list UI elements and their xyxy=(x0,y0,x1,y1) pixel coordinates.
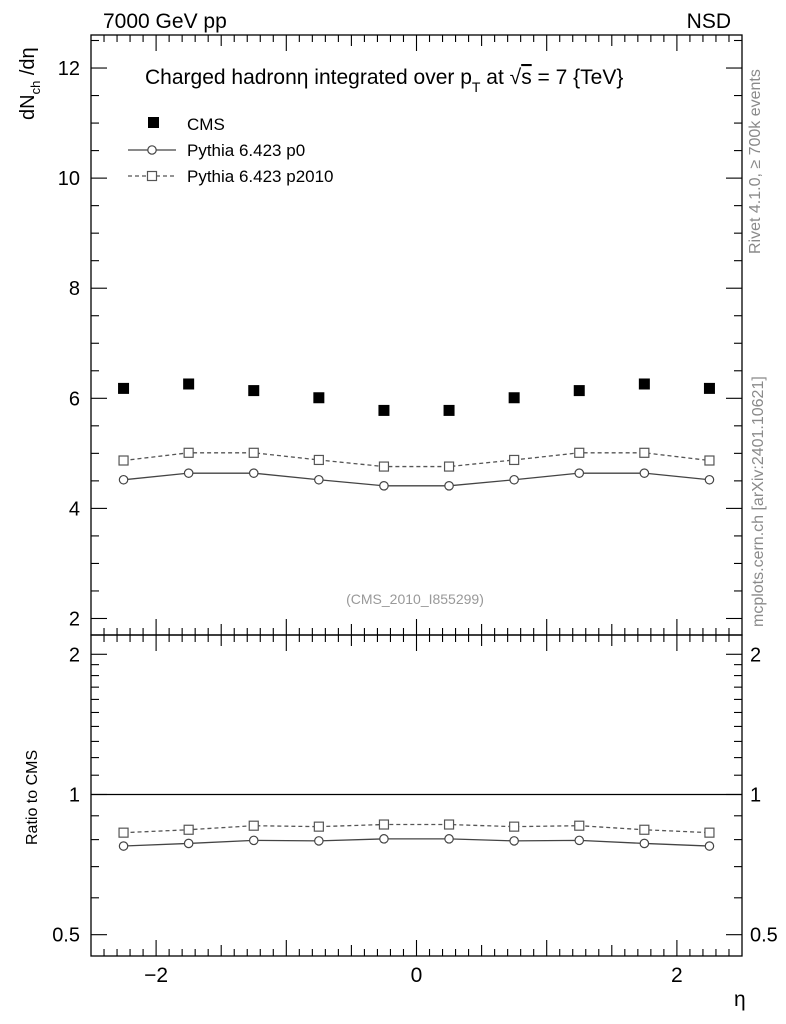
ratio-series-p2010-point xyxy=(445,820,454,829)
ratio-y-tick-label: 2 xyxy=(68,644,80,667)
top-series-cms-point xyxy=(248,385,259,396)
title-sub: T xyxy=(471,79,481,95)
top-y-tick-label: 12 xyxy=(57,58,80,81)
top-series-p0-point xyxy=(315,476,323,484)
ratio-series-p0-point xyxy=(184,839,192,847)
top-series-p0-point xyxy=(510,476,518,484)
ratio-plot-frame xyxy=(91,635,742,956)
legend-label-cms: CMS xyxy=(187,115,225,134)
top-series-p2010-point xyxy=(184,448,193,457)
ylabel-tail: /dη xyxy=(17,47,39,81)
x-tick-label: 0 xyxy=(410,964,423,987)
ratio-series-p0-point xyxy=(315,837,323,845)
title-sqrt-arg: s xyxy=(521,66,532,89)
top-series-p2010-point xyxy=(445,462,454,471)
ratio-series-p2010-point xyxy=(379,820,388,829)
top-series-p0-point xyxy=(184,469,192,477)
ylabel-sub: ch xyxy=(28,80,43,95)
top-series-p0-point xyxy=(119,476,127,484)
title-mid: at xyxy=(480,66,510,89)
ratio-series-p0-point xyxy=(380,835,388,843)
top-series-p2010-point xyxy=(249,448,258,457)
top-series-p0-point xyxy=(705,476,713,484)
top-series-p0-point xyxy=(640,469,648,477)
top-series-p0-line xyxy=(124,473,710,486)
legend-marker-cms xyxy=(148,117,159,128)
ratio-series-p0-point xyxy=(575,836,583,844)
top-series-p2010-line xyxy=(124,453,710,467)
top-series-cms-point xyxy=(378,405,389,416)
top-series-cms-point xyxy=(313,392,324,403)
title-tail: = 7 {TeV} xyxy=(531,66,624,89)
top-series-cms-point xyxy=(183,378,194,389)
ratio-y-tick-label-right: 1 xyxy=(750,784,762,807)
ylabel-main: dN xyxy=(17,94,39,120)
ratio-series xyxy=(119,820,714,850)
ratio-series-p0-point xyxy=(119,842,127,850)
top-series-cms-point xyxy=(639,378,650,389)
top-series-cms-point xyxy=(704,383,715,394)
top-axes xyxy=(58,35,742,635)
x-axis-label: η xyxy=(734,988,746,1011)
rivet-version-text: Rivet 4.1.0, ≥ 700k events xyxy=(747,69,764,254)
ratio-y-tick-label-right: 2 xyxy=(750,644,762,667)
top-y-tick-label: 4 xyxy=(68,498,80,521)
ratio-series-p2010-point xyxy=(575,821,584,830)
top-series-p2010-point xyxy=(510,455,519,464)
analysis-watermark: (CMS_2010_I855299) xyxy=(346,591,484,607)
top-series-p2010-point xyxy=(705,456,714,465)
top-series-p2010-point xyxy=(575,448,584,457)
top-y-tick-label: 10 xyxy=(57,168,80,191)
top-series-p2010-point xyxy=(379,462,388,471)
top-y-tick-label: 8 xyxy=(68,278,80,301)
ratio-series-p0-point xyxy=(510,837,518,845)
ratio-series-p0-point xyxy=(640,839,648,847)
y-axis-label-bottom: Ratio to CMS xyxy=(24,749,41,845)
top-series-cms-point xyxy=(444,405,455,416)
top-series-cms-point xyxy=(118,383,129,394)
x-tick-label: 2 xyxy=(671,964,683,987)
ratio-series-p2010-point xyxy=(705,828,714,837)
top-series-p0-point xyxy=(445,482,453,490)
top-series-cms-point xyxy=(574,385,585,396)
ratio-series-p2010-point xyxy=(510,822,519,831)
ratio-axes xyxy=(52,635,778,987)
legend-marker-p0 xyxy=(148,146,156,154)
legend-label-p0: Pythia 6.423 p0 xyxy=(187,141,306,160)
legend xyxy=(128,115,334,186)
y-axis-label-top xyxy=(17,47,43,120)
top-series-p2010-point xyxy=(314,455,323,464)
top-series-p0-point xyxy=(575,469,583,477)
header-energy-label: 7000 GeV pp xyxy=(103,10,227,33)
top-series-p2010-point xyxy=(119,456,128,465)
ratio-series-p2010-line xyxy=(124,825,710,833)
top-series-p0-point xyxy=(380,482,388,490)
ratio-y-tick-label: 0.5 xyxy=(52,924,80,947)
ratio-series-p2010-point xyxy=(184,825,193,834)
ratio-series-p2010-point xyxy=(640,825,649,834)
ratio-series-p2010-point xyxy=(314,822,323,831)
header-process-label: NSD xyxy=(686,10,731,33)
title-main: Charged hadronη integrated over p xyxy=(145,66,472,89)
top-series-p0-point xyxy=(250,469,258,477)
x-tick-label: −2 xyxy=(144,964,169,987)
ratio-y-tick-label: 1 xyxy=(68,784,80,807)
top-series-p2010-point xyxy=(640,448,649,457)
ratio-y-tick-label-right: 0.5 xyxy=(750,924,778,947)
top-series xyxy=(118,378,715,490)
title-sqrt: √ xyxy=(509,66,522,89)
legend-label-p2010: Pythia 6.423 p2010 xyxy=(187,167,334,186)
ratio-series-p0-point xyxy=(705,842,713,850)
ratio-series-p0-line xyxy=(124,839,710,846)
ratio-series-p0-point xyxy=(250,836,258,844)
legend-marker-p2010 xyxy=(148,172,157,181)
ratio-series-p2010-point xyxy=(249,821,258,830)
top-series-cms-point xyxy=(509,392,520,403)
top-y-tick-label: 2 xyxy=(68,608,80,631)
top-y-tick-label: 6 xyxy=(68,388,80,411)
ratio-series-p2010-point xyxy=(119,828,128,837)
mcplots-reference-text: mcplots.cern.ch [arXiv:2401.10621] xyxy=(750,376,767,627)
chart-title xyxy=(145,66,623,95)
ratio-series-p0-point xyxy=(445,835,453,843)
